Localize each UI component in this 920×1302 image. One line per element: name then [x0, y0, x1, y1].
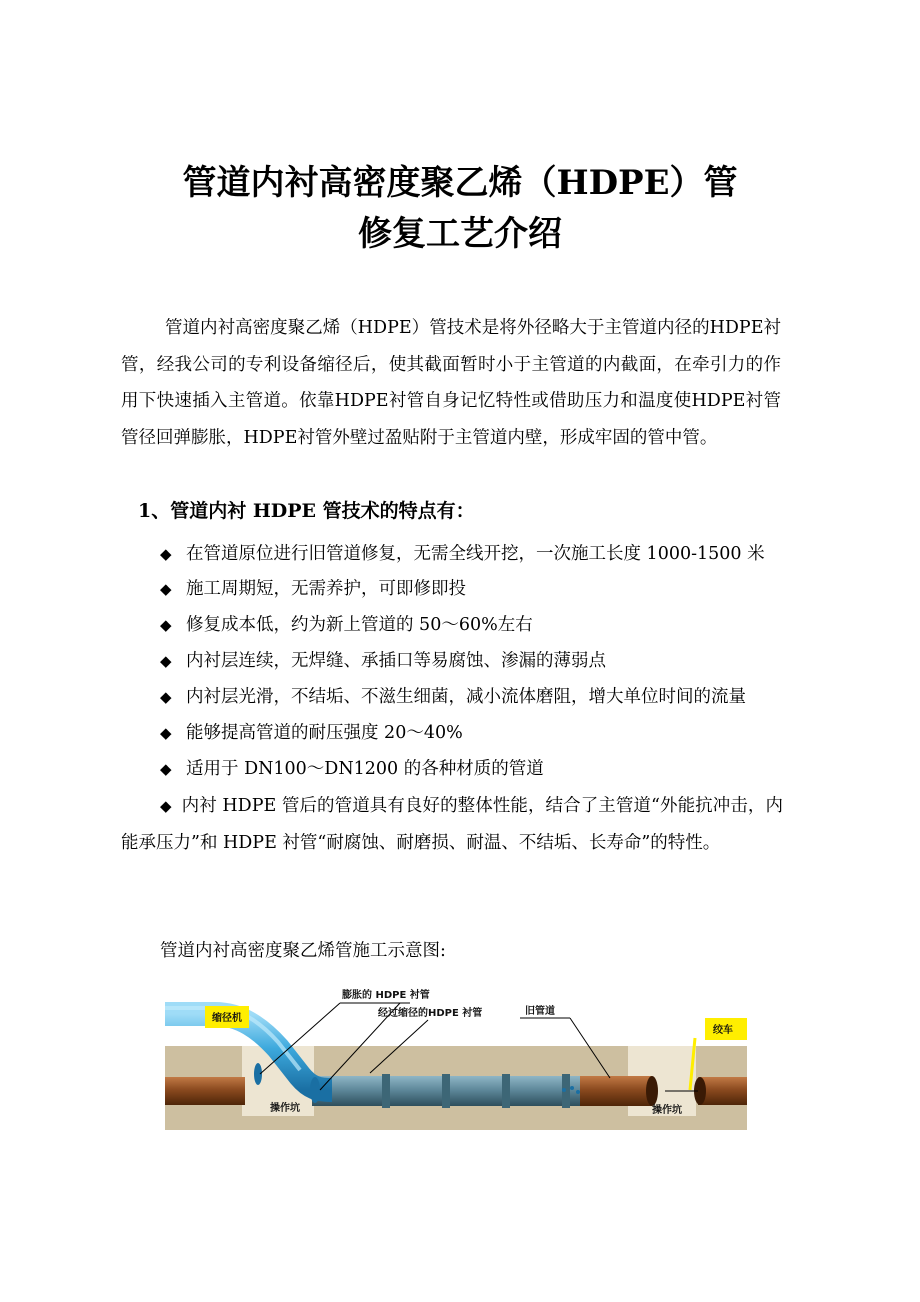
feature-item: ◆ 内衬层连续，无焊缝、承插口等易腐蚀、渗漏的薄弱点 [160, 643, 606, 680]
feature-item: ◆ 内衬 HDPE 管后的管道具有良好的整体性能，结合了主管道“外能抗冲击，内能承压力”和 HDPE 衬管“耐腐蚀、耐磨损、耐温、不结垢、长寿命”的特性。 [121, 796, 783, 853]
features-heading: 1、管道内衬 HDPE 管技术的特点有： [138, 500, 475, 522]
diamond-bullet-icon: ◆ [160, 724, 172, 742]
reduced-liner-label: 经过缩径的HDPE 衬管 [378, 1008, 483, 1019]
construction-diagram [160, 978, 750, 1133]
diagram-caption: 管道内衬高密度聚乙烯管施工示意图: [160, 941, 446, 961]
page-title: 管道内衬高密度聚乙烯（HDPE）管 [182, 163, 738, 203]
diamond-bullet-icon: ◆ [160, 688, 172, 706]
intro-paragraph: 管道内衬高密度聚乙烯（HDPE）管技术是将外径略大于主管道内径的HDPE衬管，经我公司的专利设备缩径后，使其截面暂时小于主管道的内截面，在牵引力的作用下快速插入主管道。依靠HDPE衬管自身记忆特性或借助压力和温度使HDPE衬管管径回弹膨胀，HDPE衬管外壁过盈贴附于主管道内壁，形成牢固的管中管。 [121, 318, 781, 448]
feature-item: ◆ 在管道原位进行旧管道修复，无需全线开挖，一次施工长度 1000-1500 米 [160, 536, 765, 573]
feature-item: ◆ 修复成本低，约为新上管道的 50～60%左右 [160, 607, 533, 644]
pit-right-label: 操作坑 [652, 1105, 682, 1116]
old-pipe-label: 旧管道 [525, 1006, 555, 1017]
diamond-bullet-icon: ◆ [160, 797, 172, 815]
page-subtitle: 修复工艺介绍 [358, 214, 562, 254]
feature-item: ◆ 内衬层光滑，不结垢、不滋生细菌，减小流体磨阻，增大单位时间的流量 [160, 679, 746, 716]
feature-item: ◆ 能够提高管道的耐压强度 20～40% [160, 715, 463, 752]
old-pipe-left [165, 1077, 245, 1105]
diamond-bullet-icon: ◆ [160, 760, 172, 778]
expanded-liner-label: 膨胀的 HDPE 衬管 [342, 990, 430, 1001]
feature-item: ◆ 适用于 DN100～DN1200 的各种材质的管道 [160, 751, 544, 788]
diamond-bullet-icon: ◆ [160, 580, 172, 598]
machine-label: 缩径机 [212, 1013, 242, 1024]
pit-left-label: 操作坑 [270, 1103, 300, 1114]
feature-item: ◆ 施工周期短，无需养护，可即修即投 [160, 571, 466, 608]
diamond-bullet-icon: ◆ [160, 652, 172, 670]
diamond-bullet-icon: ◆ [160, 616, 172, 634]
winch-label: 绞车 [713, 1025, 733, 1036]
diamond-bullet-icon: ◆ [160, 545, 172, 563]
